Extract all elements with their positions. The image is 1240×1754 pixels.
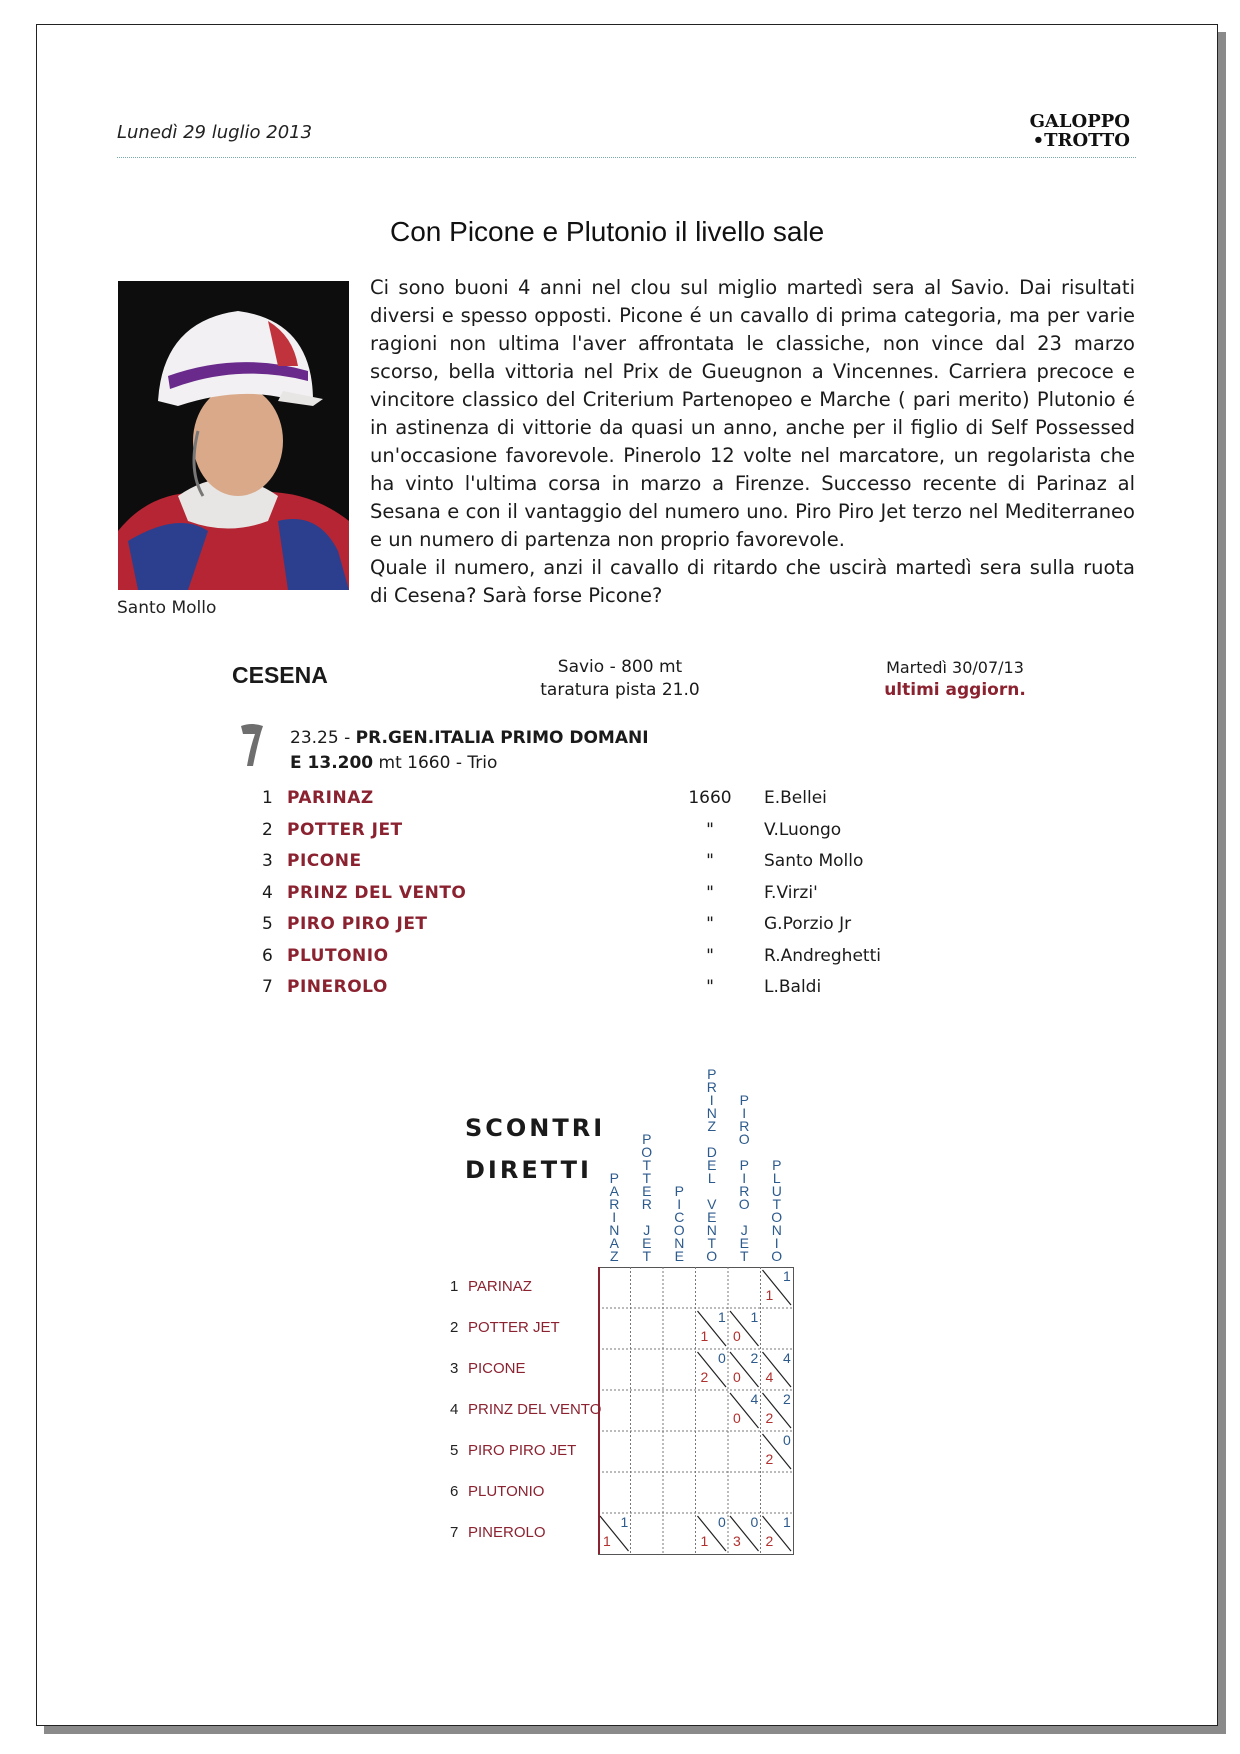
matrix-column-header: P R I N Z D E L V E N T O [706,1066,718,1264]
matrix-row-horse: PIRO PIRO JET [468,1442,577,1459]
runner-number: 3 [262,851,273,871]
matrix-row-horse: PINEROLO [468,1524,546,1541]
matrix-cell-right-value: 0 [718,1514,726,1530]
runner-number: 5 [262,914,273,934]
photo-caption: Santo Mollo [117,598,217,618]
track-name: Savio - 800 mt [557,657,683,677]
matrix-row-number: 6 [450,1483,459,1500]
matrix-row-label [450,1483,544,1500]
runner-horse: PRINZ DEL VENTO [287,882,467,903]
matrix-row-label [450,1360,526,1377]
matrix-row-label [450,1401,601,1418]
race-prize: E 13.200 [290,753,374,773]
runner-horse: PARINAZ [287,788,374,808]
matrix-cell-left-value: 0 [733,1328,741,1344]
runner-driver: F.Virzi' [764,882,818,903]
matrix-cell-right-value: 1 [620,1514,629,1530]
matrix-cell-right-value: 2 [750,1350,759,1366]
matrix-row-label [450,1278,532,1295]
matrix-cell-left-value: 1 [603,1533,611,1549]
scontri-title-line-1: SCONTRI [465,1114,606,1142]
matrix-row-horse: PARINAZ [468,1278,532,1295]
matrix-cell-left-value: 0 [733,1410,741,1426]
runner-row [262,788,962,816]
runner-horse: PINEROLO [287,977,388,997]
logo-line-2: •TROTTO [1032,130,1130,151]
runner-driver: G.Porzio Jr [764,914,852,934]
runner-driver: L.Baldi [764,977,822,997]
runner-row [262,946,962,974]
runner-distance: " [706,914,714,934]
matrix-cell-left-value: 0 [733,1369,741,1385]
driver-photo [118,281,349,590]
matrix-row-number: 7 [450,1524,459,1541]
race-number-badge [237,720,267,770]
newspaper-logo [1000,112,1130,150]
matrix-cell-right-value: 0 [718,1350,726,1366]
scontri-title [465,1107,605,1191]
runner-number: 4 [262,882,273,903]
meeting-date: Martedì 30/07/13 [886,658,1024,677]
matrix-row-horse: PICONE [468,1360,526,1377]
runner-number: 6 [262,945,273,966]
matrix-cell-right-value: 1 [783,1514,791,1530]
matrix-row-label [450,1319,560,1336]
track-calibration: taratura pista 21.0 [540,680,700,700]
matrix-cell-left-value: 1 [700,1533,709,1549]
runner-distance: " [706,819,714,840]
runner-driver: Santo Mollo [764,851,864,871]
runner-row [262,914,962,942]
matrix-cell-right-value: 0 [750,1514,759,1530]
runner-number: 1 [262,788,273,808]
matrix-row-label [450,1524,546,1541]
runner-distance: " [706,977,714,997]
runner-row [262,977,962,1005]
last-update: ultimi aggiorn. [884,680,1026,700]
runner-row [262,820,962,848]
runner-distance: " [706,882,714,903]
runner-driver: R.Andreghetti [764,945,881,966]
matrix-cell-right-value: 1 [750,1309,759,1325]
race-number: 7 [251,758,253,759]
article-body [370,274,1135,610]
matrix-cell-left-value: 2 [765,1410,774,1426]
runner-row [262,851,962,879]
matrix-cell-right-value: 1 [783,1268,791,1284]
logo-line-1: GALOPPO [1029,111,1130,132]
matrix-cell-left-value: 1 [700,1328,709,1344]
matrix-column-header: P I R O P I R O J E T [738,1092,750,1264]
runner-driver: E.Bellei [764,788,827,808]
runner-driver: V.Luongo [764,819,842,840]
matrix-cell-right-value: 1 [718,1309,726,1325]
matrix-cell-left-value: 1 [765,1287,774,1303]
runner-horse: PIRO PIRO JET [287,914,428,934]
matrix-column-header: P I C O N E [673,1183,685,1264]
race-details: mt 1660 - Trio [378,753,498,773]
runner-horse: PLUTONIO [287,945,389,966]
runner-number: 7 [262,977,273,997]
issue-date: Lunedì 29 luglio 2013 [117,122,313,143]
matrix-row-label [450,1442,576,1459]
venue-name: CESENA [232,662,328,688]
matrix-cell-left-value: 2 [765,1451,774,1467]
runner-row [262,883,962,911]
runner-horse: PICONE [287,851,362,871]
matrix-column-header: P A R I N A Z [609,1170,620,1264]
matrix-column-header: P O T T E R J E T [641,1131,653,1264]
race-header [290,726,649,776]
runner-distance: " [706,945,714,966]
matrix-row-horse: PLUTONIO [468,1483,545,1500]
matrix-cell-left-value: 3 [733,1533,741,1549]
matrix-row-number: 1 [450,1278,459,1295]
matrix-column-header: P L U T O N I O [771,1157,783,1264]
meeting-info [880,656,1030,702]
matrix-cell-left-value: 2 [700,1369,709,1385]
runner-distance: 1660 [688,788,732,808]
matrix-row-number: 4 [450,1401,459,1418]
headline: Con Picone e Plutonio il livello sale [390,216,825,247]
runner-distance: " [706,851,714,871]
race-name: PR.GEN.ITALIA PRIMO DOMANI [355,728,649,748]
matrix-row-horse: POTTER JET [468,1319,560,1336]
matrix-row-horse: PRINZ DEL VENTO [468,1401,602,1418]
matrix-cell-right-value: 2 [783,1391,791,1407]
matrix-row-number: 5 [450,1442,459,1459]
scontri-title-line-2: DIRETTI [465,1156,592,1184]
matrix-row-number: 2 [450,1319,459,1336]
article-paragraph: Quale il numero, anzi il cavallo di ritardo che uscirà martedì sera sulla ruota di Cesena? Sarà forse Picone? [370,556,1135,607]
article-paragraph: Ci sono buoni 4 anni nel clou sul miglio martedì sera al Savio. Dai risultati diversi e spesso opposti. Picone é un cavallo di prima categoria, ma per varie ragioni non ultima l'aver affrontata le classiche, non vince dal 23 marzo scorso, bella vittoria nel Prix de Gueugnon a Vincennes. Carriera precoce e vincitore classico del Criterium Partenopeo e Marche ( pari merito) Plutonio é in astinenza di vittorie da quasi un anno, anche per il figlio di Self Possessed un'occasione favorevole. Pinerolo 12 volte nel marcatore, un regolarista che ha vinto l'ultima corsa in marzo a Firenze. Successo recente di Parinaz al Sesana e con il vantaggio del numero uno. Piro Piro Jet terzo nel Mediterraneo e un numero di partenza non proprio favorevole. [370,276,1135,551]
runner-number: 2 [262,819,273,840]
matrix-cell-left-value: 2 [765,1533,774,1549]
matrix-cell-right-value: 0 [783,1432,791,1448]
driver-photo-image [118,281,349,590]
matrix-cell-right-value: 4 [750,1391,759,1407]
matrix-cell-right-value: 4 [783,1350,791,1366]
runner-horse: POTTER JET [287,819,403,840]
matrix-cell-left-value: 4 [765,1369,774,1385]
head-to-head-matrix [598,1267,800,1557]
race-time: 23.25 - [290,728,351,748]
header-rule [117,157,1136,158]
matrix-row-number: 3 [450,1360,459,1377]
track-info [530,656,710,702]
